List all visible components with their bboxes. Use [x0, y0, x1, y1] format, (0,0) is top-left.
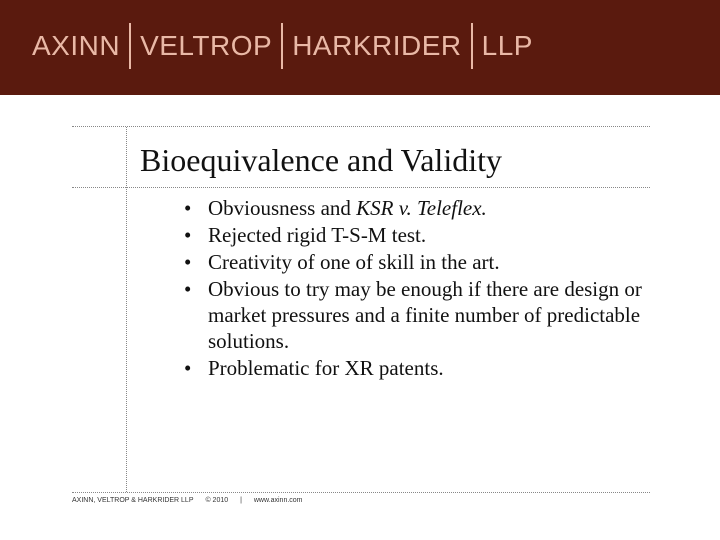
- bullet-text: Obviousness and: [208, 196, 357, 220]
- bullet-dot: •: [184, 356, 192, 380]
- bullet-dot: •: [184, 196, 192, 220]
- logo-word-axinn: AXINN: [32, 30, 121, 61]
- bullet-text: Obvious to try may be enough if there are design or market pressures and a finite number of predictable solutions.: [208, 277, 642, 353]
- logo-divider: [281, 23, 283, 69]
- bullet-text: Rejected rigid T-S-M test.: [208, 223, 427, 247]
- logo-word-veltrop: VELTROP: [140, 30, 273, 61]
- bullet-dot: •: [184, 223, 192, 247]
- slide-title: Bioequivalence and Validity: [140, 142, 502, 178]
- title-dotted-rule: [72, 187, 650, 188]
- slide-footer: [72, 497, 313, 504]
- footer-firm: AXINN, VELTROP & HARKRIDER LLP: [72, 497, 194, 504]
- footer-copyright: © 2010: [205, 497, 229, 504]
- bullet-item: [184, 195, 664, 221]
- bullet-dot: •: [184, 277, 192, 301]
- footer-separator: |: [240, 497, 242, 504]
- case-citation: KSR v. Teleflex.: [356, 196, 487, 220]
- footer-website: www.axinn.com: [253, 497, 303, 504]
- bullet-item: [184, 276, 664, 354]
- logo-divider: [129, 23, 131, 69]
- left-dotted-rule: [126, 127, 127, 492]
- header-banner: [0, 0, 720, 95]
- logo-word-harkrider: HARKRIDER: [292, 30, 462, 61]
- bullet-item: [184, 355, 664, 381]
- bullet-item: [184, 249, 664, 275]
- bottom-dotted-rule: [72, 492, 650, 493]
- firm-logo: [32, 22, 533, 70]
- logo-divider: [471, 23, 473, 69]
- top-dotted-rule: [72, 126, 650, 127]
- bullet-dot: •: [184, 250, 192, 274]
- bullet-text: Creativity of one of skill in the art.: [208, 250, 500, 274]
- logo-word-llp: LLP: [481, 30, 533, 61]
- bullet-item: [184, 222, 664, 248]
- bullet-list: [184, 195, 664, 382]
- bullet-text: Problematic for XR patents.: [208, 356, 444, 380]
